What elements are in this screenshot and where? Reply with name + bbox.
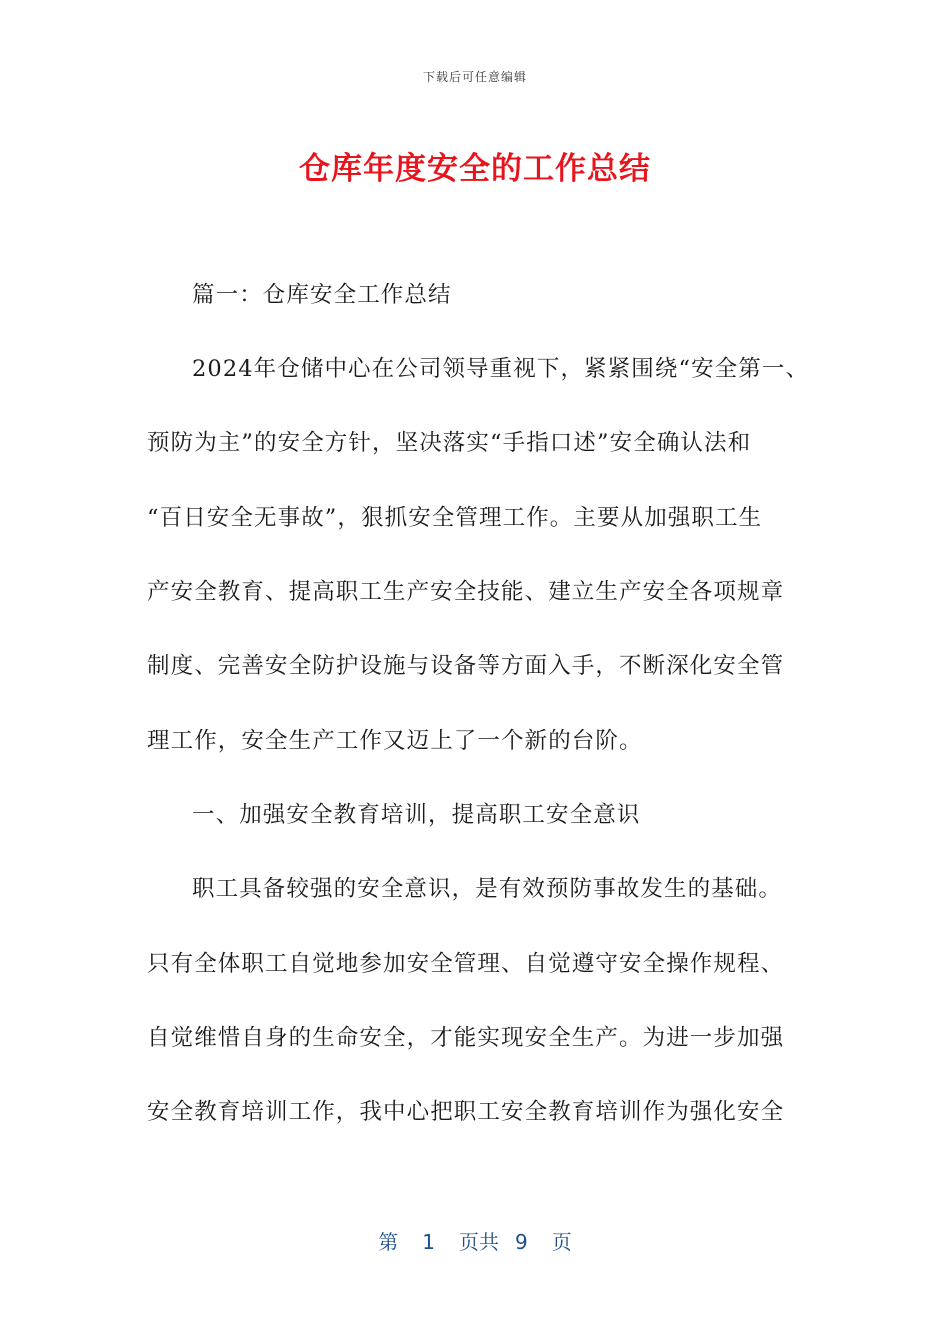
paragraph-line: 产安全教育、提高职工生产安全技能、建立生产安全各项规章 bbox=[147, 579, 785, 605]
header-note: 下载后可任意编辑 bbox=[422, 70, 527, 84]
page-total-number: 9 bbox=[515, 1230, 528, 1254]
page-footer-mid: 页共 bbox=[459, 1230, 499, 1254]
paragraph-line: “百日安全无事故”，狠抓安全管理工作。主要从加强职工生 bbox=[147, 505, 763, 531]
section-heading: 篇一：仓库安全工作总结 bbox=[192, 282, 452, 308]
paragraph-line: 职工具备较强的安全意识，是有效预防事故发生的基础。 bbox=[192, 876, 783, 902]
page-footer bbox=[0, 1226, 950, 1255]
subsection-heading: 一、加强安全教育培训，提高职工安全意识 bbox=[192, 802, 641, 828]
page-footer-prefix: 第 bbox=[378, 1230, 399, 1254]
paragraph-line: 安全教育培训工作，我中心把职工安全教育培训作为强化安全 bbox=[147, 1099, 785, 1125]
paragraph-line: 2024年仓储中心在公司领导重视下，紧紧围绕“安全第一、 bbox=[192, 356, 810, 382]
page-footer-suffix: 页 bbox=[551, 1230, 572, 1254]
page-current-number: 1 bbox=[422, 1230, 435, 1254]
document-title: 仓库年度安全的工作总结 bbox=[299, 151, 651, 187]
paragraph-line: 理工作，安全生产工作又迈上了一个新的台阶。 bbox=[147, 728, 643, 754]
paragraph-line: 制度、完善安全防护设施与设备等方面入手，不断深化安全管 bbox=[147, 653, 785, 679]
paragraph-line: 预防为主”的安全方针，坚决落实“手指口述”安全确认法和 bbox=[147, 430, 752, 456]
paragraph-line: 只有全体职工自觉地参加安全管理、自觉遵守安全操作规程、 bbox=[147, 951, 785, 977]
paragraph-line: 自觉维惜自身的生命安全，才能实现安全生产。为进一步加强 bbox=[147, 1025, 785, 1051]
